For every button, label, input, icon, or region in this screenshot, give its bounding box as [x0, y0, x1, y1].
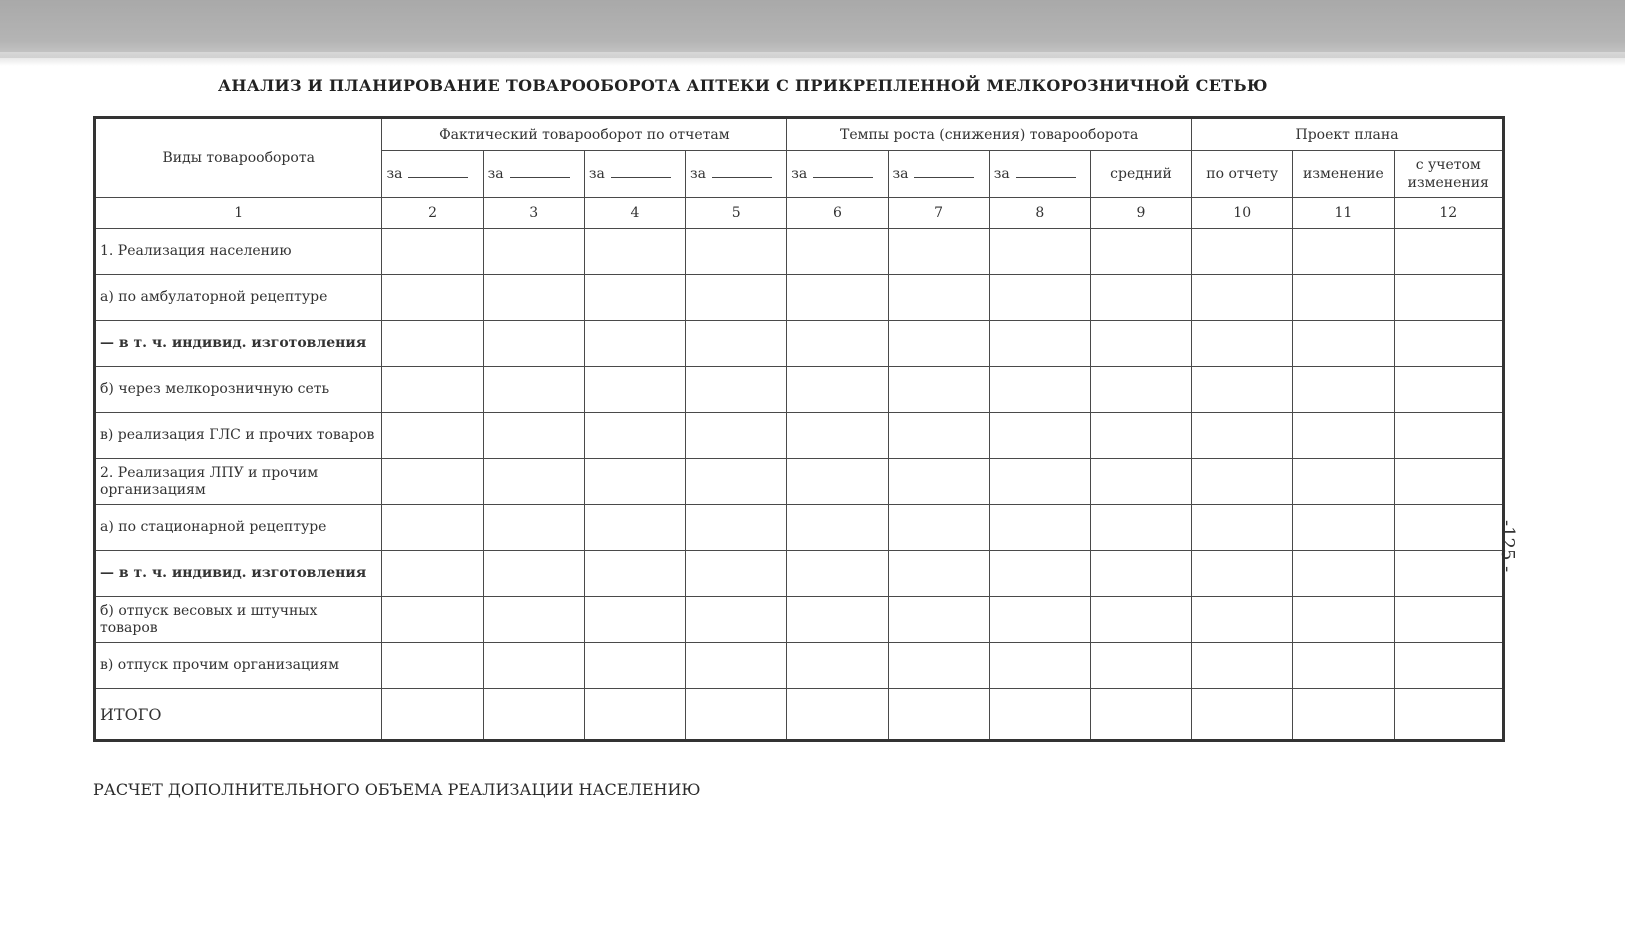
table-cell[interactable]	[686, 689, 787, 741]
row-label: б) через мелкорозничную сеть	[95, 367, 382, 413]
header-group-plan: Проект плана	[1192, 118, 1504, 151]
table-cell[interactable]	[1394, 321, 1503, 367]
table-cell[interactable]	[1394, 229, 1503, 275]
header-za: за	[487, 166, 504, 182]
table-cell[interactable]	[686, 413, 787, 459]
table-row	[95, 551, 1504, 597]
table-cell[interactable]	[686, 551, 787, 597]
row-label: 2. Реализация ЛПУ и прочим организациям	[95, 459, 382, 505]
table-cell[interactable]	[1192, 229, 1293, 275]
table-cell[interactable]	[1394, 643, 1503, 689]
page-number: -125 -	[1497, 520, 1518, 573]
table-cell[interactable]	[989, 275, 1090, 321]
column-number: 1	[95, 198, 382, 229]
table-cell[interactable]	[584, 551, 685, 597]
table-cell[interactable]	[1394, 505, 1503, 551]
table-cell[interactable]	[382, 367, 483, 413]
table-cell[interactable]	[584, 597, 685, 643]
table-cell[interactable]	[1394, 367, 1503, 413]
table-cell[interactable]	[686, 275, 787, 321]
table-cell[interactable]	[989, 597, 1090, 643]
table-cell[interactable]	[1192, 275, 1293, 321]
table-cell[interactable]	[1293, 551, 1394, 597]
column-number-row	[95, 198, 1504, 229]
table-cell[interactable]	[888, 459, 989, 505]
header-za-cell	[584, 151, 685, 198]
blank-line	[611, 167, 671, 178]
table-cell[interactable]	[787, 643, 888, 689]
table-cell[interactable]	[1192, 689, 1293, 741]
header-za-cell	[483, 151, 584, 198]
table-cell[interactable]	[1192, 413, 1293, 459]
table-cell[interactable]	[1090, 643, 1191, 689]
table-cell[interactable]	[787, 597, 888, 643]
header-za: за	[386, 166, 403, 182]
table-cell[interactable]	[382, 597, 483, 643]
table-cell[interactable]	[1394, 551, 1503, 597]
row-label: б) отпуск весовых и штучных товаров	[95, 597, 382, 643]
table-cell[interactable]	[584, 413, 685, 459]
table-cell[interactable]	[1090, 689, 1191, 741]
table-cell[interactable]	[1192, 321, 1293, 367]
table-row-total	[95, 689, 1504, 741]
table-cell[interactable]	[787, 229, 888, 275]
table-cell[interactable]	[1394, 459, 1503, 505]
table-cell[interactable]	[1090, 551, 1191, 597]
table-cell[interactable]	[584, 689, 685, 741]
table-row	[95, 229, 1504, 275]
table-cell[interactable]	[1394, 689, 1503, 741]
column-number: 3	[483, 198, 584, 229]
row-label: 1. Реализация населению	[95, 229, 382, 275]
table-cell[interactable]	[888, 643, 989, 689]
table-cell[interactable]	[1090, 597, 1191, 643]
table-cell[interactable]	[382, 413, 483, 459]
table-cell[interactable]	[1394, 597, 1503, 643]
column-number: 7	[888, 198, 989, 229]
table-cell[interactable]	[787, 459, 888, 505]
table-row	[95, 275, 1504, 321]
table-cell[interactable]	[1293, 459, 1394, 505]
table-cell[interactable]	[888, 551, 989, 597]
table-cell[interactable]	[787, 367, 888, 413]
table-cell[interactable]	[483, 413, 584, 459]
table-cell[interactable]	[787, 551, 888, 597]
column-number: 5	[686, 198, 787, 229]
table-row	[95, 413, 1504, 459]
table-cell[interactable]	[989, 229, 1090, 275]
header-za: за	[993, 166, 1010, 182]
table-cell[interactable]	[989, 689, 1090, 741]
header-za-cell	[787, 151, 888, 198]
table-cell[interactable]	[483, 459, 584, 505]
table-row	[95, 459, 1504, 505]
table-cell[interactable]	[483, 505, 584, 551]
table-cell[interactable]	[584, 643, 685, 689]
table-cell[interactable]	[584, 367, 685, 413]
header-average: средний	[1090, 151, 1191, 198]
column-number: 4	[584, 198, 685, 229]
table-cell[interactable]	[483, 551, 584, 597]
table-cell[interactable]	[1293, 689, 1394, 741]
table-cell[interactable]	[382, 551, 483, 597]
row-label: а) по стационарной рецептуре	[95, 505, 382, 551]
table-cell[interactable]	[1293, 275, 1394, 321]
table-cell[interactable]	[686, 367, 787, 413]
blank-line	[914, 167, 974, 178]
row-label: а) по амбулаторной рецептуре	[95, 275, 382, 321]
column-number: 12	[1394, 198, 1503, 229]
header-with-change: с учетом изменения	[1394, 151, 1503, 198]
table-cell[interactable]	[1293, 229, 1394, 275]
header-za-cell	[686, 151, 787, 198]
table-cell[interactable]	[584, 321, 685, 367]
table-cell[interactable]	[888, 367, 989, 413]
table-cell[interactable]	[989, 367, 1090, 413]
header-za: за	[892, 166, 909, 182]
table-cell[interactable]	[686, 459, 787, 505]
table-cell[interactable]	[584, 505, 685, 551]
table-cell[interactable]	[584, 275, 685, 321]
turnover-table	[93, 116, 1505, 742]
table-cell[interactable]	[989, 551, 1090, 597]
table-cell[interactable]	[888, 321, 989, 367]
table-cell[interactable]	[1394, 413, 1503, 459]
table-cell[interactable]	[686, 597, 787, 643]
column-number: 2	[382, 198, 483, 229]
blank-line	[813, 167, 873, 178]
table-cell[interactable]	[888, 597, 989, 643]
table-cell[interactable]	[1192, 597, 1293, 643]
header-change: изменение	[1293, 151, 1394, 198]
row-label: — в т. ч. индивид. изготовления	[95, 321, 382, 367]
header-types-cell	[95, 118, 382, 198]
table-cell[interactable]	[686, 505, 787, 551]
row-label: в) отпуск прочим организациям	[95, 643, 382, 689]
table-cell[interactable]	[1394, 275, 1503, 321]
column-number: 6	[787, 198, 888, 229]
table-cell[interactable]	[382, 229, 483, 275]
table-cell[interactable]	[989, 643, 1090, 689]
section-heading: РАСЧЕТ ДОПОЛНИТЕЛЬНОГО ОБЪЕМА РЕАЛИЗАЦИИ НАСЕЛЕНИЮ	[93, 780, 701, 799]
table-cell[interactable]	[1090, 229, 1191, 275]
table-cell[interactable]	[483, 229, 584, 275]
blank-line	[712, 167, 772, 178]
header-za-cell	[989, 151, 1090, 198]
table-cell[interactable]	[1090, 505, 1191, 551]
table-cell[interactable]	[1293, 597, 1394, 643]
header-za: за	[791, 166, 808, 182]
table-cell[interactable]	[989, 413, 1090, 459]
row-label-total: ИТОГО	[95, 689, 382, 741]
table-cell[interactable]	[686, 321, 787, 367]
scan-shadow	[0, 0, 1625, 58]
header-row-groups	[95, 118, 1504, 151]
table-cell[interactable]	[1293, 505, 1394, 551]
table-cell[interactable]	[1090, 413, 1191, 459]
table-cell[interactable]	[787, 275, 888, 321]
table-cell[interactable]	[989, 505, 1090, 551]
table-cell[interactable]	[1090, 367, 1191, 413]
row-label: — в т. ч. индивид. изготовления	[95, 551, 382, 597]
blank-line	[510, 167, 570, 178]
table-cell[interactable]	[1192, 505, 1293, 551]
table-cell[interactable]	[1192, 643, 1293, 689]
table-cell[interactable]	[888, 229, 989, 275]
header-za: за	[690, 166, 707, 182]
table-cell[interactable]	[1293, 321, 1394, 367]
table-cell[interactable]	[584, 229, 685, 275]
table-cell[interactable]	[1192, 459, 1293, 505]
table-cell[interactable]	[787, 689, 888, 741]
header-za: за	[588, 166, 605, 182]
table-cell[interactable]	[888, 413, 989, 459]
table-cell[interactable]	[1090, 459, 1191, 505]
table-cell[interactable]	[382, 505, 483, 551]
table-cell[interactable]	[483, 597, 584, 643]
table-cell[interactable]	[584, 459, 685, 505]
table-cell[interactable]	[483, 367, 584, 413]
blank-line	[1016, 167, 1076, 178]
table-cell[interactable]	[382, 689, 483, 741]
table-cell[interactable]	[1090, 275, 1191, 321]
table-cell[interactable]	[1192, 551, 1293, 597]
table-cell[interactable]	[888, 505, 989, 551]
table-row	[95, 643, 1504, 689]
table-row	[95, 597, 1504, 643]
header-za-cell	[382, 151, 483, 198]
table-cell[interactable]	[989, 321, 1090, 367]
header-za-cell	[888, 151, 989, 198]
header-types: Виды товарооборота	[162, 150, 315, 166]
document-title: АНАЛИЗ И ПЛАНИРОВАНИЕ ТОВАРООБОРОТА АПТЕКИ С ПРИКРЕПЛЕННОЙ МЕЛКОРОЗНИЧНОЙ СЕТЬЮ	[218, 76, 1268, 95]
table-cell[interactable]	[382, 643, 483, 689]
header-group-growth: Темпы роста (снижения) товарооборота	[787, 118, 1192, 151]
table-cell[interactable]	[888, 689, 989, 741]
table-row	[95, 321, 1504, 367]
table-cell[interactable]	[787, 321, 888, 367]
table-cell[interactable]	[382, 459, 483, 505]
table-cell[interactable]	[1090, 321, 1191, 367]
table-cell[interactable]	[1293, 413, 1394, 459]
column-number: 9	[1090, 198, 1191, 229]
blank-line	[408, 167, 468, 178]
row-label: в) реализация ГЛС и прочих товаров	[95, 413, 382, 459]
table-cell[interactable]	[787, 413, 888, 459]
table-cell[interactable]	[483, 275, 584, 321]
table-cell[interactable]	[989, 459, 1090, 505]
table-cell[interactable]	[1293, 367, 1394, 413]
table-cell[interactable]	[483, 689, 584, 741]
table-row	[95, 367, 1504, 413]
table-cell[interactable]	[382, 275, 483, 321]
table-cell[interactable]	[1192, 367, 1293, 413]
header-by-report: по отчету	[1192, 151, 1293, 198]
table-cell[interactable]	[888, 275, 989, 321]
table-cell[interactable]	[686, 229, 787, 275]
column-number: 10	[1192, 198, 1293, 229]
column-number: 8	[989, 198, 1090, 229]
column-number: 11	[1293, 198, 1394, 229]
table-row	[95, 505, 1504, 551]
table-cell[interactable]	[1293, 643, 1394, 689]
scan-shadow-edge	[0, 52, 1625, 66]
table-cell[interactable]	[483, 643, 584, 689]
table-cell[interactable]	[787, 505, 888, 551]
table-cell[interactable]	[483, 321, 584, 367]
table-cell[interactable]	[686, 643, 787, 689]
table-cell[interactable]	[382, 321, 483, 367]
header-group-actual: Фактический товарооборот по отчетам	[382, 118, 787, 151]
